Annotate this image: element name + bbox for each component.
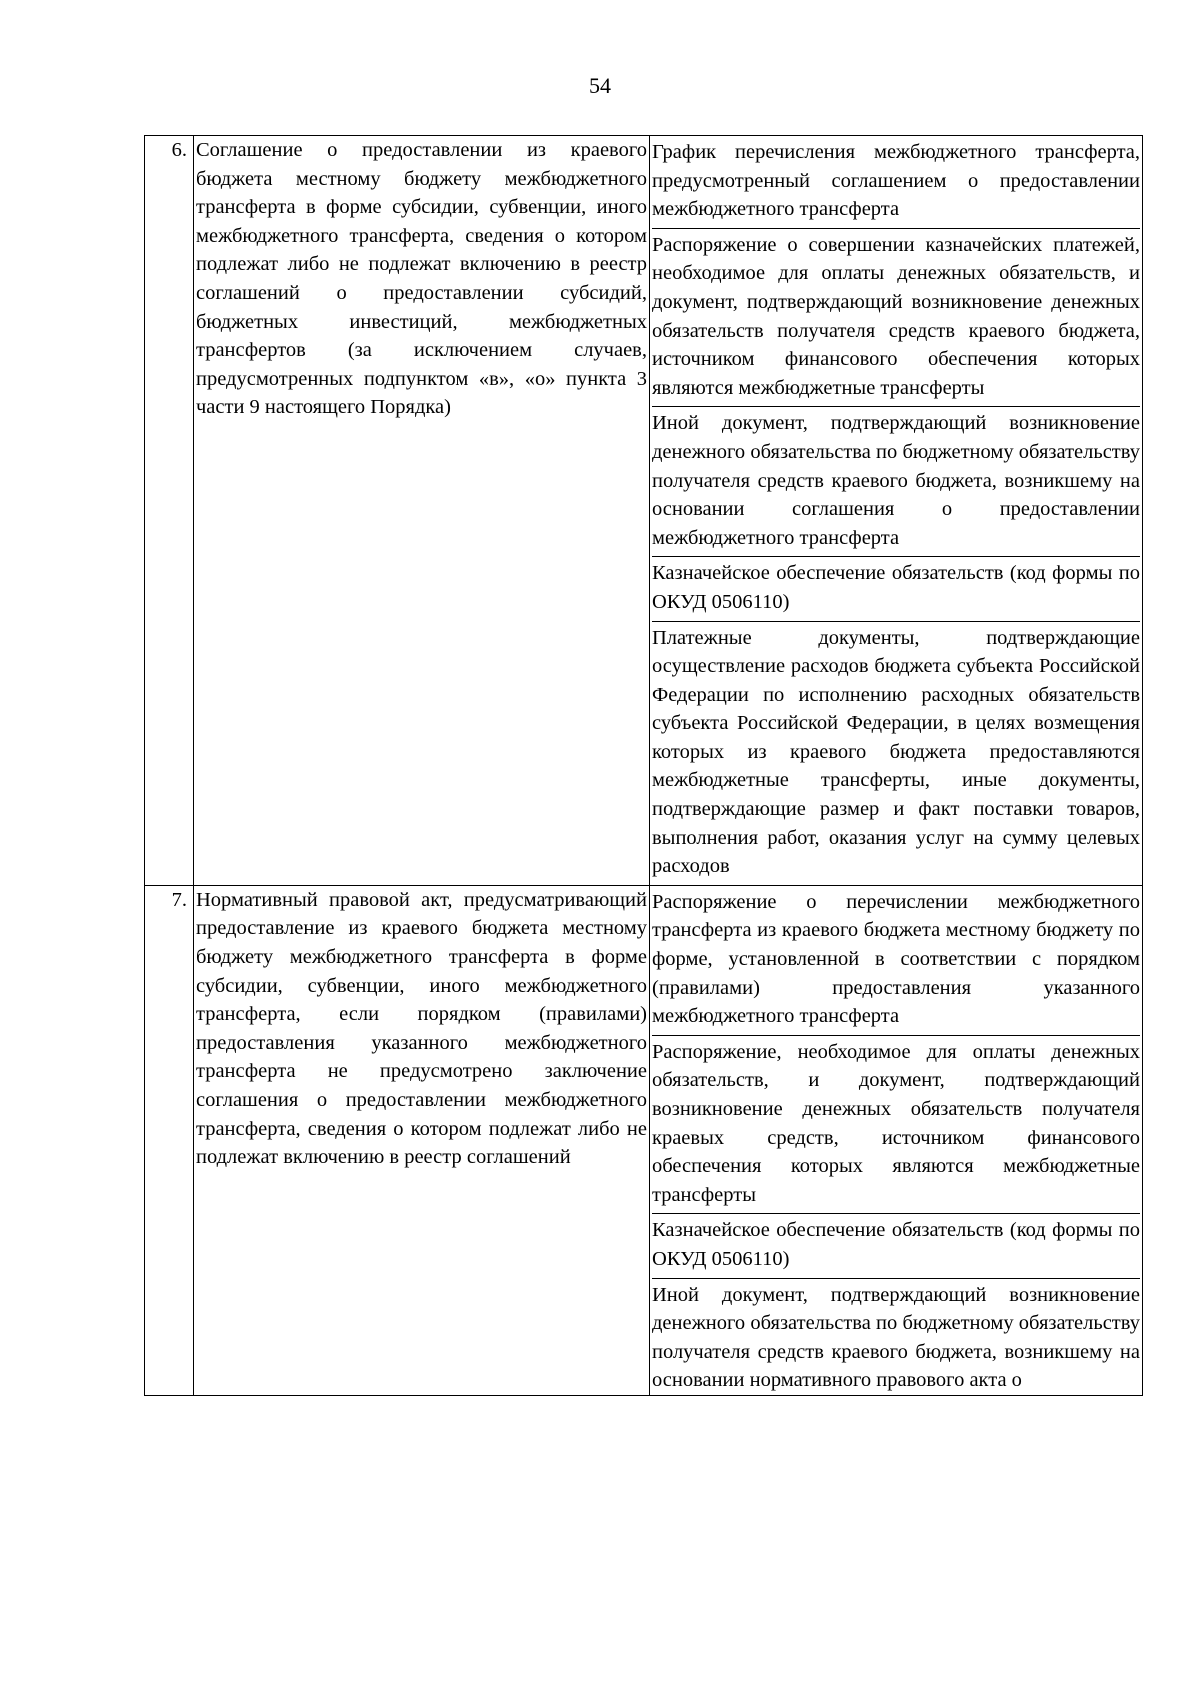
document-item: Распоряжение о перечислении межбюджетного трансферта из краевого бюджета местному бюджету по форме, установленной в соответствии с порядком (правилами) предоставления указанного межбюджетного трансферта: [652, 886, 1140, 1036]
document-item: Распоряжение, необходимое для оплаты денежных обязательств, и документ, подтверждающий возникновение денежных обязательств получателя краевых средств, источником финансового обеспечения которых являются межбюджетные трансферты: [652, 1036, 1140, 1215]
documents-cell: [650, 136, 1143, 886]
document-item: Казначейское обеспечение обязательств (код формы по ОКУД 0506110): [652, 1214, 1140, 1278]
row-number: 7.: [145, 885, 194, 1395]
page-number: 54: [589, 73, 611, 98]
document-item: Казначейское обеспечение обязательств (код формы по ОКУД 0506110): [652, 557, 1140, 621]
table-row: [145, 136, 1143, 886]
document-item: Иной документ, подтверждающий возникновение денежного обязательства по бюджетному обязательству получателя средств краевого бюджета, возникшему на основании соглашения о предоставлении межбюджетного трансферта: [652, 407, 1140, 557]
table-row: [145, 885, 1143, 1395]
document-item: График перечисления межбюджетного трансферта, предусмотренный соглашением о предоставлении межбюджетного трансферта: [652, 136, 1140, 229]
basis-cell: Соглашение о предоставлении из краевого бюджета местному бюджету межбюджетного трансферта в форме субсидии, субвенции, иного межбюджетного трансферта, сведения о котором подлежат либо не подлежат включению в реестр соглашений о предоставлении субсидий, бюджетных инвестиций, межбюджетных трансфертов (за исключением случаев, предусмотренных подпунктом «в», «о» пункта 3 части 9 настоящего Порядка): [194, 136, 650, 886]
documents-cell: [650, 885, 1143, 1395]
document-item: Распоряжение о совершении казначейских платежей, необходимое для оплаты денежных обязательств, и документ, подтверждающий возникновение денежных обязательств получателя средств краевого бюджета, источником финансового обеспечения которых являются межбюджетные трансферты: [652, 229, 1140, 408]
row-number: 6.: [145, 136, 194, 886]
documents-table: [144, 135, 1142, 1396]
document-item: Платежные документы, подтверждающие осуществление расходов бюджета субъекта Российской Федерации по исполнению расходных обязательств субъекта Российской Федерации, в целях возмещения которых из краевого бюджета предоставляются межбюджетные трансферты, иные документы, подтверждающие размер и факт поставки товаров, выполнения работ, оказания услуг на сумму целевых расходов: [652, 626, 1140, 878]
basis-cell: Нормативный правовой акт, предусматривающий предоставление из краевого бюджета местному бюджету межбюджетного трансферта в форме субсидии, субвенции, иного межбюджетного трансферта, если порядком (правилами) предоставления указанного межбюджетного трансферта не предусмотрено заключение соглашения о предоставлении межбюджетного трансферта, сведения о котором подлежат либо не подлежат включению в реестр соглашений: [194, 885, 650, 1395]
document-item: Иной документ, подтверждающий возникновение денежного обязательства по бюджетному обязательству получателя средств краевого бюджета, возникшему на основании нормативного правового акта о: [652, 1283, 1140, 1392]
